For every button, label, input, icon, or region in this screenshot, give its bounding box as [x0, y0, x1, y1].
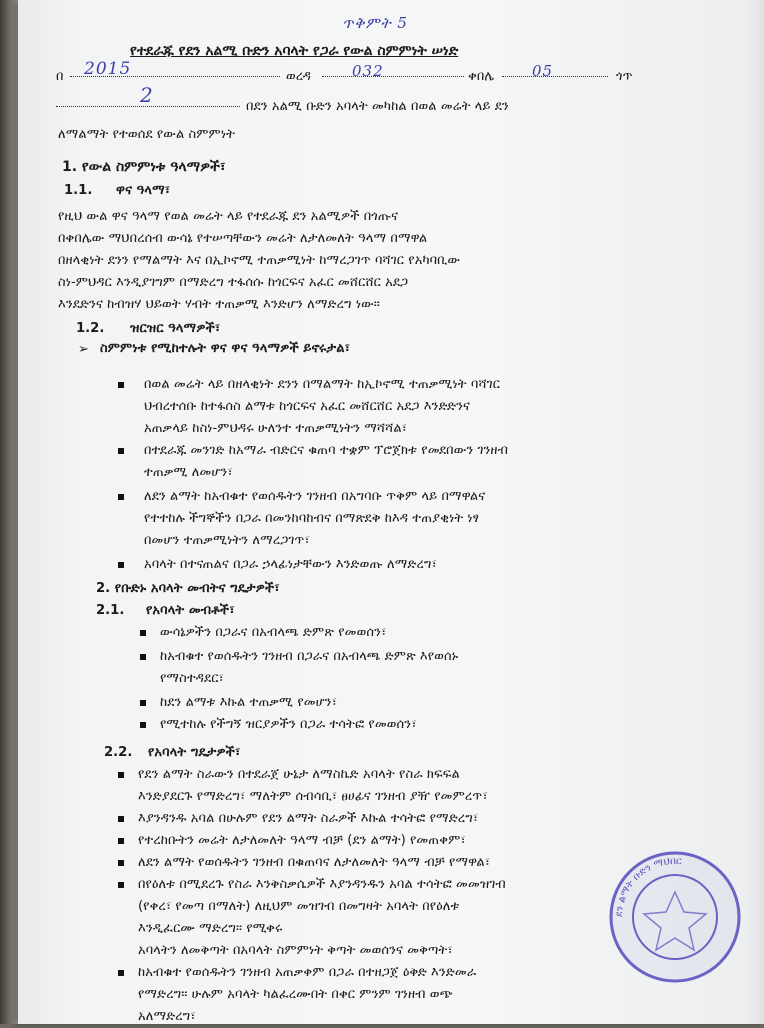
stamp-text: ደን ልማት ቡድን ማህበር: [613, 855, 682, 918]
wereda-label: ወረዳ: [286, 69, 312, 84]
handwritten-reference: ጥቅምት 5: [342, 14, 408, 32]
objectives-intro: ስምምነቱ የሚከተሉት ዋና ዋና ዓላማዎች ይኖሩታል፣: [100, 341, 350, 356]
section-1-1-title: ዋና ዓላማ፣: [116, 183, 171, 198]
date-line: [56, 66, 64, 88]
objective-1-line-1: በወል መሬት ላይ በዘላቂነት ደንን በማልማት ከኢኮኖሚ ተጠቃሚነት ባሻገር: [144, 377, 500, 392]
obligation-5-line-2: (የቀረ፣ የመጣ በማለት) ለዚህም መዝገብ በመግዛት አባላት በየዕለቱ: [138, 899, 460, 914]
purpose-line-2: በቀበሌው ማህበረሰብ ውሳኔ የተሠጣቸውን መሬት ለታለመለት ዓላማ በማዋል: [58, 231, 428, 246]
objective-1-line-2: ህብረተሰቡ ከተፋሰስ ልማቱ ከጎርፍና አፈር መሸርሸር አደጋ እንድድንና: [144, 399, 470, 414]
square-bullet-icon: [118, 970, 124, 976]
square-bullet-icon: [140, 722, 146, 728]
objective-3-line-1: ለደን ልማት ከአብቁተ የወሰዱትን ገንዘብ በአግባቡ ጥቅም ላይ በማዋልና: [144, 489, 486, 504]
date-prefix: በ: [56, 69, 64, 84]
square-bullet-icon: [118, 838, 124, 844]
section-2-heading: 2. የቡድኑ አባላት መብትና ግዴታዎች፣: [96, 581, 280, 596]
section-1-1-number: 1.1.: [64, 183, 93, 198]
objective-3-line-3: በመሆን ተጠቃሚነትን ለማረጋገጥ፣: [144, 533, 310, 548]
handwritten-kebele: 05: [532, 62, 554, 80]
square-bullet-icon: [118, 382, 124, 388]
got-label: ጎጥ: [616, 69, 633, 84]
obligation-4: ለደን ልማት የወሰዱትን ገንዘብ በቁጠባና ለታለመለት ዓላማ ብቻ የማዋል፣: [138, 855, 491, 870]
square-bullet-icon: [118, 562, 124, 568]
kebele-blank: [502, 76, 608, 77]
wereda-blank: [322, 76, 464, 77]
square-bullet-icon: [140, 700, 146, 706]
document-title: የተደራጁ የደን አልሚ ቡድን አባላት የጋራ የውል ስምምነት ሠነድ: [130, 43, 459, 59]
objective-4: አባላት በተናጠልና በጋራ ኃላፊነታቸውን እንድወጡ ለማድረግ፣: [144, 557, 437, 572]
right-4: የሚተከሉ የችግኝ ዝርያዎችን በጋራ ተሳትፎ የመወሰን፣: [160, 717, 417, 732]
intro-line-1: በደን አልሚ ቡድን አባላት መካከል በወል መሬት ላይ ደን: [246, 99, 509, 114]
section-1-2-number: 1.2.: [76, 321, 105, 336]
handwritten-year: 2015: [84, 59, 132, 79]
right-2-line-1: ከአብቁተ የወሰዱትን ገንዘብ በጋራና በአብላጫ ድምጽ እየወሰኑ: [160, 649, 459, 664]
obligation-6-line-2: የማድረግ። ሁሉም አባላት ካልፈረሙበት በቀር ምንም ገንዘብ ወጭ: [138, 987, 453, 1002]
square-bullet-icon: [118, 860, 124, 866]
obligation-5-line-4: አባላትን ለመቅጣት በአባላት ስምምነት ቅጣት መወሰንና መቅጣት፣: [138, 943, 453, 958]
obligation-1-line-2: እንድያደርጉ የማድረግ፣ ማለትም ሰብሳቢ፣ ፀሀፊና ገንዘብ ያዥ የመምረጥ፣: [138, 789, 488, 804]
objective-1-line-3: አጠቃላይ ከስነ-ምህዳሩ ሁለንተ ተጠቃሚነትን ማሻሻል፣: [144, 421, 408, 436]
square-bullet-icon: [140, 630, 146, 636]
section-2-1-number: 2.1.: [96, 603, 125, 618]
section-1-heading: 1. የውል ስምምነቱ ዓላማዎች፣: [62, 159, 226, 175]
square-bullet-icon: [118, 816, 124, 822]
square-bullet-icon: [118, 882, 124, 888]
right-2-line-2: የማስተዳደር፣: [160, 671, 224, 686]
obligation-6-line-1: ከአብቁተ የወሰዱትን ገንዘብ አጠቃቀም በጋራ በተዘጋጀ ዕቅድ እንድመራ: [138, 965, 477, 980]
official-stamp: [606, 848, 744, 986]
obligation-5-line-3: እንዲፈርሙ ማድረግ። የሚቀሩ: [138, 921, 283, 936]
intro-line-2: ለማልማት የተወሰደ የውል ስምምነት: [58, 127, 236, 142]
square-bullet-icon: [118, 494, 124, 500]
obligation-5-line-1: በየዕለቱ በሚደረጉ የስራ እንቅስቃሴዎች እያንዳንዱን አባል ተሳትፎ መመዝገብ: [138, 877, 506, 892]
obligation-3: የተረከቡትን መሬት ለታለመለት ዓላማ ብቻ (ደን ልማት) የመጠቀም፣: [138, 833, 466, 848]
stamp-outer-ring: [611, 853, 739, 981]
section-1-2-title: ዝርዝር ዓላማዎች፣: [130, 321, 221, 336]
section-2-2-number: 2.2.: [104, 745, 133, 760]
right-1: ውሳኔዎችን በጋራና በአብላጫ ድምጽ የመወሰን፣: [160, 625, 387, 640]
purpose-line-1: የዚህ ውል ዋና ዓላማ የወል መሬት ላይ የተደራጁ ደን አልሚዎች በጎጡና: [58, 209, 399, 224]
purpose-line-5: እንደድንና ከብዝሃ ህይወት ሃብት ተጠቃሚ እንድሆን ለማድረግ ነው።: [58, 297, 380, 312]
page-fold-shadow: [748, 0, 764, 1024]
handwritten-wereda: 032: [352, 62, 384, 80]
obligation-2: እያንዳንዱ አባል በሁሉም የደን ልማት ስራዎች እኩል ተሳትፎ የማድረግ፣: [138, 811, 479, 826]
objective-2-line-2: ተጠቃሚ ለመሆን፣: [144, 465, 233, 480]
purpose-line-4: ስነ-ምህዳር እንዲያገግም በማድረግ ተፋሰሱ ከጎርፍና አፈር መሸርሸር አደጋ: [58, 275, 409, 290]
handwritten-group: 2: [140, 83, 154, 107]
obligation-1-line-1: የደን ልማት ስራውን በተደራጀ ሁኔታ ለማስኬድ አባላት የስራ ክፍፍል: [138, 767, 460, 782]
section-2-2-title: የአባላት ግዴታዎች፣: [148, 745, 241, 760]
square-bullet-icon: [118, 448, 124, 454]
obligation-6-line-3: አለማድረግ፣: [138, 1009, 196, 1024]
square-bullet-icon: [118, 772, 124, 778]
arrow-bullet-icon: ➢: [78, 342, 89, 357]
objective-2-line-1: በተደራጁ መንገድ ከአማራ ብድርና ቁጠባ ተቋም ፕሮጀክቱ የመደበውን ገንዘብ: [144, 443, 509, 458]
purpose-line-3: በዘላቂነት ደንን የማልማት እና በኢኮኖሚ ተጠቃሚነት ከማረጋገጥ ባሻገር የአካባቢው: [58, 253, 461, 268]
objective-3-line-2: የተተከሉ ችግኞችን በጋራ በመንከባከብና በማጽደቅ ከእዳ ተጠያቂነት ነፃ: [144, 511, 480, 526]
right-3: ከደን ልማቱ እኩል ተጠቃሚ የመሆን፣: [160, 695, 337, 710]
section-2-1-title: የአባላት መብቶች፣: [146, 603, 235, 618]
kebele-label: ቀበሌ: [468, 69, 495, 84]
square-bullet-icon: [140, 654, 146, 660]
